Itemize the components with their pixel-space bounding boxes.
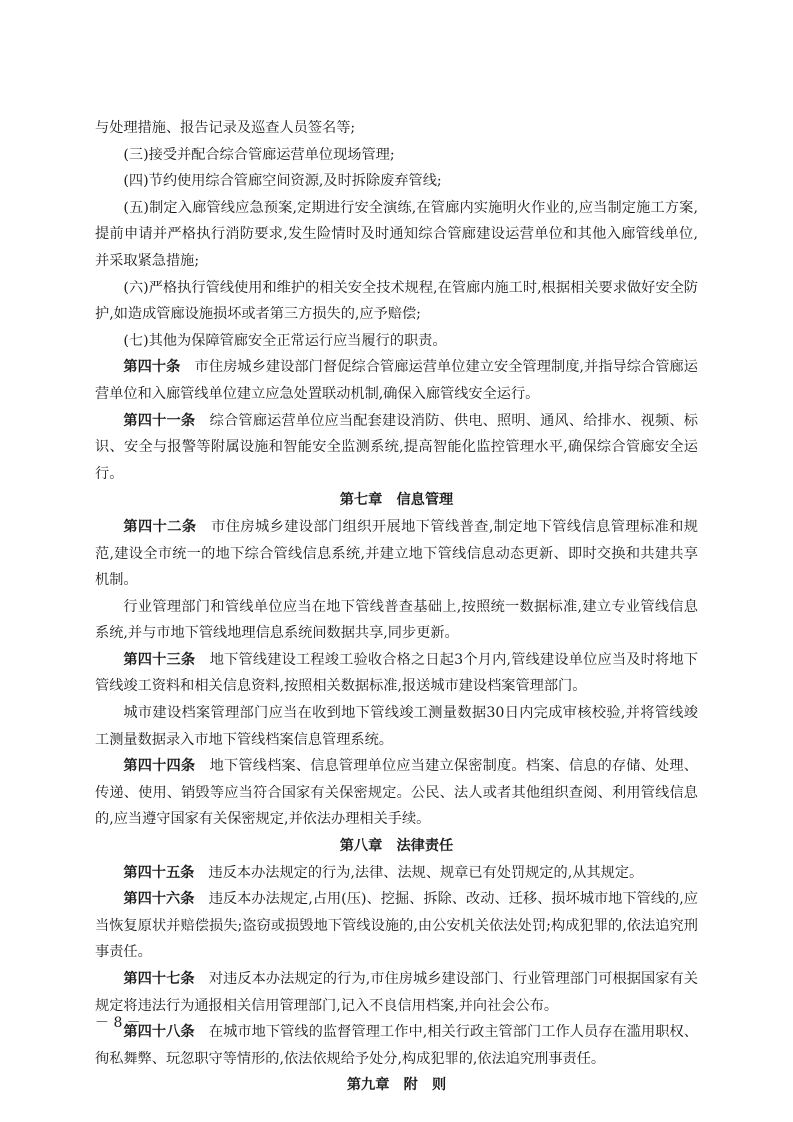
paragraph-continuation: 与处理措施、报告记录及巡查人员签名等; — [95, 120, 356, 136]
article-text: 综合管廊运营单位应当配套建设消防、供电、照明、通风、给排水、视频、标识、安全与报警等附属设施和智能安全监测系统,提高智能化监控管理水平,确保综合管廊安全运行。 — [95, 412, 698, 482]
article-48 — [95, 1019, 698, 1072]
article-45 — [95, 860, 698, 887]
page-number: － 8 － — [95, 1015, 141, 1031]
article-label: 第四十一条 — [123, 412, 196, 429]
article-text: 地下管线建设工程竣工验收合格之日起3个月内,管线建设单位应当及时将地下管线竣工资料和相关信息资料,按照相关数据标准,报送城市建设档案管理部门。 — [95, 651, 698, 695]
article-label: 第四十六条 — [123, 891, 195, 908]
paragraph-43-2: 城市建设档案管理部门应当在收到地下管线竣工测量数据30日内完成审核校验,并将管线竣工测量数据录入市地下管线档案信息管理系统。 — [95, 705, 698, 748]
article-text: 市住房城乡建设部门督促综合管廊运营单位建立安全管理制度,并指导综合管廊运营单位和入廊管线单位建立应急处置联动机制,确保入廊管线安全运行。 — [95, 359, 698, 402]
article-label: 第四十二条 — [123, 518, 197, 535]
clause-6: (六)严格执行管线使用和维护的相关安全技术规程,在管廊内施工时,根据相关要求做好安全防护,如造成管廊设施损坏或者第三方损失的,应予赔偿; — [95, 279, 698, 323]
article-label: 第四十四条 — [123, 758, 196, 775]
article-41 — [95, 408, 698, 488]
chapter-heading-9: 第九章 附 则 — [346, 1077, 447, 1094]
article-label: 第四十三条 — [123, 651, 196, 668]
article-46 — [95, 886, 698, 966]
chapter-heading-8: 第八章 法律责任 — [339, 838, 454, 855]
clause-4: (四)节约使用综合管廊空间资源,及时拆除废弃管线; — [123, 173, 442, 190]
clause-5: (五)制定入廊管线应急预案,定期进行安全演练,在管廊内实施明火作业的,应当制定施工方案,提前申请并严格执行消防要求,发生险情时及时通知综合管廊建设运营单位和其他入廊管线单位,并采取紧急措施; — [95, 199, 698, 269]
article-40 — [95, 354, 698, 407]
chapter-heading-7: 第七章 信息管理 — [339, 492, 454, 509]
article-text: 在城市地下管线的监督管理工作中,相关行政主管部门工作人员存在滥用职权、徇私舞弊、玩忽职守等情形的,依法依规给予处分,构成犯罪的,依法追究刑事责任。 — [95, 1024, 698, 1067]
document-body — [95, 115, 698, 1099]
article-text: 违反本办法规定的行为,法律、法规、规章已有处罚规定的,从其规定。 — [208, 864, 644, 881]
article-47 — [95, 966, 698, 1019]
article-43 — [95, 647, 698, 700]
paragraph-42-2: 行业管理部门和管线单位应当在地下管线普查基础上,按照统一数据标准,建立专业管线信息系统,并与市地下管线地理信息系统间数据共享,同步更新。 — [95, 598, 698, 642]
article-label: 第四十五条 — [123, 864, 195, 881]
article-42 — [95, 514, 698, 594]
article-label: 第四十八条 — [123, 1024, 195, 1041]
article-text: 违反本办法规定,占用(压)、挖掘、拆除、改动、迁移、损坏城市地下管线的,应当恢复原状并赔偿损失;盗窃或损毁地下管线设施的,由公安机关依法处罚;构成犯罪的,依法追究刑事责任。 — [95, 891, 698, 961]
article-label: 第四十七条 — [123, 971, 195, 987]
article-text: 地下管线档案、信息管理单位应当建立保密制度。档案、信息的存储、处理、传递、使用、销毁等应当符合国家有关保密规定。公民、法人或者其他组织查阅、利用管线信息的,应当遵守国家有关保密规定,并依法办理相关手续。 — [95, 758, 698, 828]
clause-7: (七)其他为保障管廊安全正常运行应当履行的职责。 — [123, 332, 447, 349]
clause-3: (三)接受并配合综合管廊运营单位现场管理; — [123, 146, 395, 163]
article-label: 第四十条 — [123, 359, 181, 376]
article-text: 对违反本办法规定的行为,市住房城乡建设部门、行业管理部门可根据国家有关规定将违法行为通报相关信用管理部门,记入不良信用档案,并向社会公布。 — [95, 971, 698, 1014]
article-text: 市住房城乡建设部门组织开展地下管线普查,制定地下管线信息管理标准和规范,建设全市统一的地下综合管线信息系统,并建立地下管线信息动态更新、即时交换和共建共享机制。 — [95, 518, 698, 589]
article-44 — [95, 753, 698, 833]
